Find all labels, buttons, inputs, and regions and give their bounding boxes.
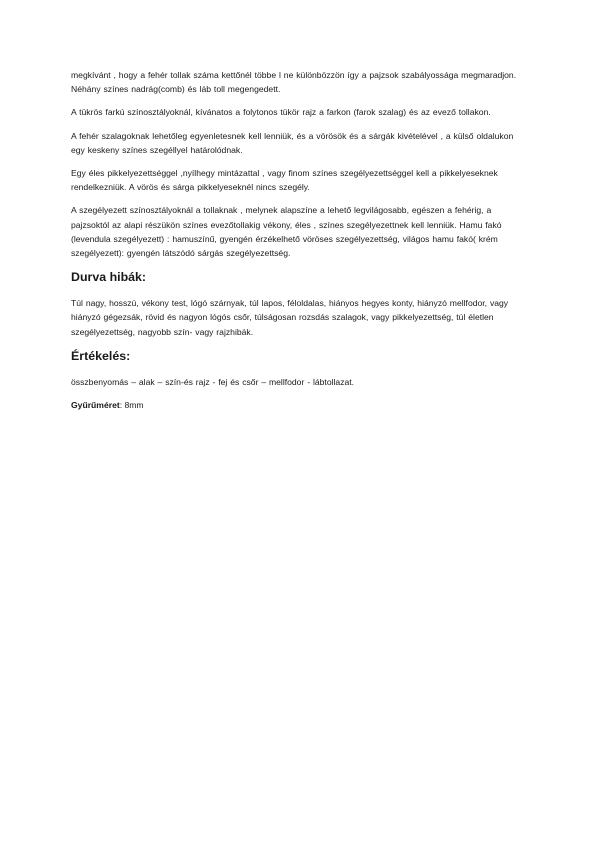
evaluation-text: összbenyomás – alak – szín-és rajz - fej és csőr – mellfodor - lábtollazat. [71,376,355,387]
evaluation-heading: Értékelés: [71,348,131,363]
paragraph-scaled: Egy éles pikkelyezettséggel ,nyílhegy mintázattal , vagy finom színes szegélyezettséggel kell a pikkelyeseknek rendelkezniük. A vörös és sárga pikkelyeseknél nincs szegély. [71,168,498,193]
ring-size-label: Gyűrűméret [71,400,120,411]
paragraph-mirror-tail: A tükrös farkú színosztályoknál, kívánatos a folytonos tükör rajz a farkon (farok szalag) és az evező tollakon. [71,107,491,118]
ring-size-value: : 8mm [119,400,144,411]
document-page [71,68,523,412]
paragraph-white-feathers: megkívánt , hogy a fehér tollak száma kettőnél többe l ne különbözzön így a pajzsok szabályossága megmaradjon. Néhány színes nadrág(comb) és láb toll megengedett. [71,70,517,95]
faults-text: Túl nagy, hosszú, vékony test, lógó szárnyak, túl lapos, féloldalas, hiányos hegyes konty, hiányzó mellfodor, vagy hiányzó gégezsák, rövid és nagyon lógós csőr, túlságosan rozsdás szalagok, vagy pikkelyezettség, túl életlen szegélyezettség, nagyobb szín- vagy rajzhibák. [71,298,509,337]
faults-heading: Durva hibák: [71,270,147,285]
paragraph-white-bands: A fehér szalagoknak lehetőleg egyenletesnek kell lenniük, és a vörösök és a sárgák kivételével , a külső oldalukon egy keskeny színes szegéllyel határolódnak. [71,130,514,155]
paragraph-laced: A szegélyezett színosztályoknál a tollaknak , melynek alapszíne a lehető legvilágosabb, egészen a fehérig, a pajzsoktól az alapi részükön színes evezőtollakig vékony, éles , színes szegélyezettnek kell lenniük. Hamu fakó (levendula szegélyezett) : hamuszínű, gyengén érzékelhető vöröses szegélyezettség, világos hamu fakó( krém szegélyezett): gyengén látszódó sárgás szegélyezettség. [71,205,502,259]
ring-size-line [71,398,523,412]
